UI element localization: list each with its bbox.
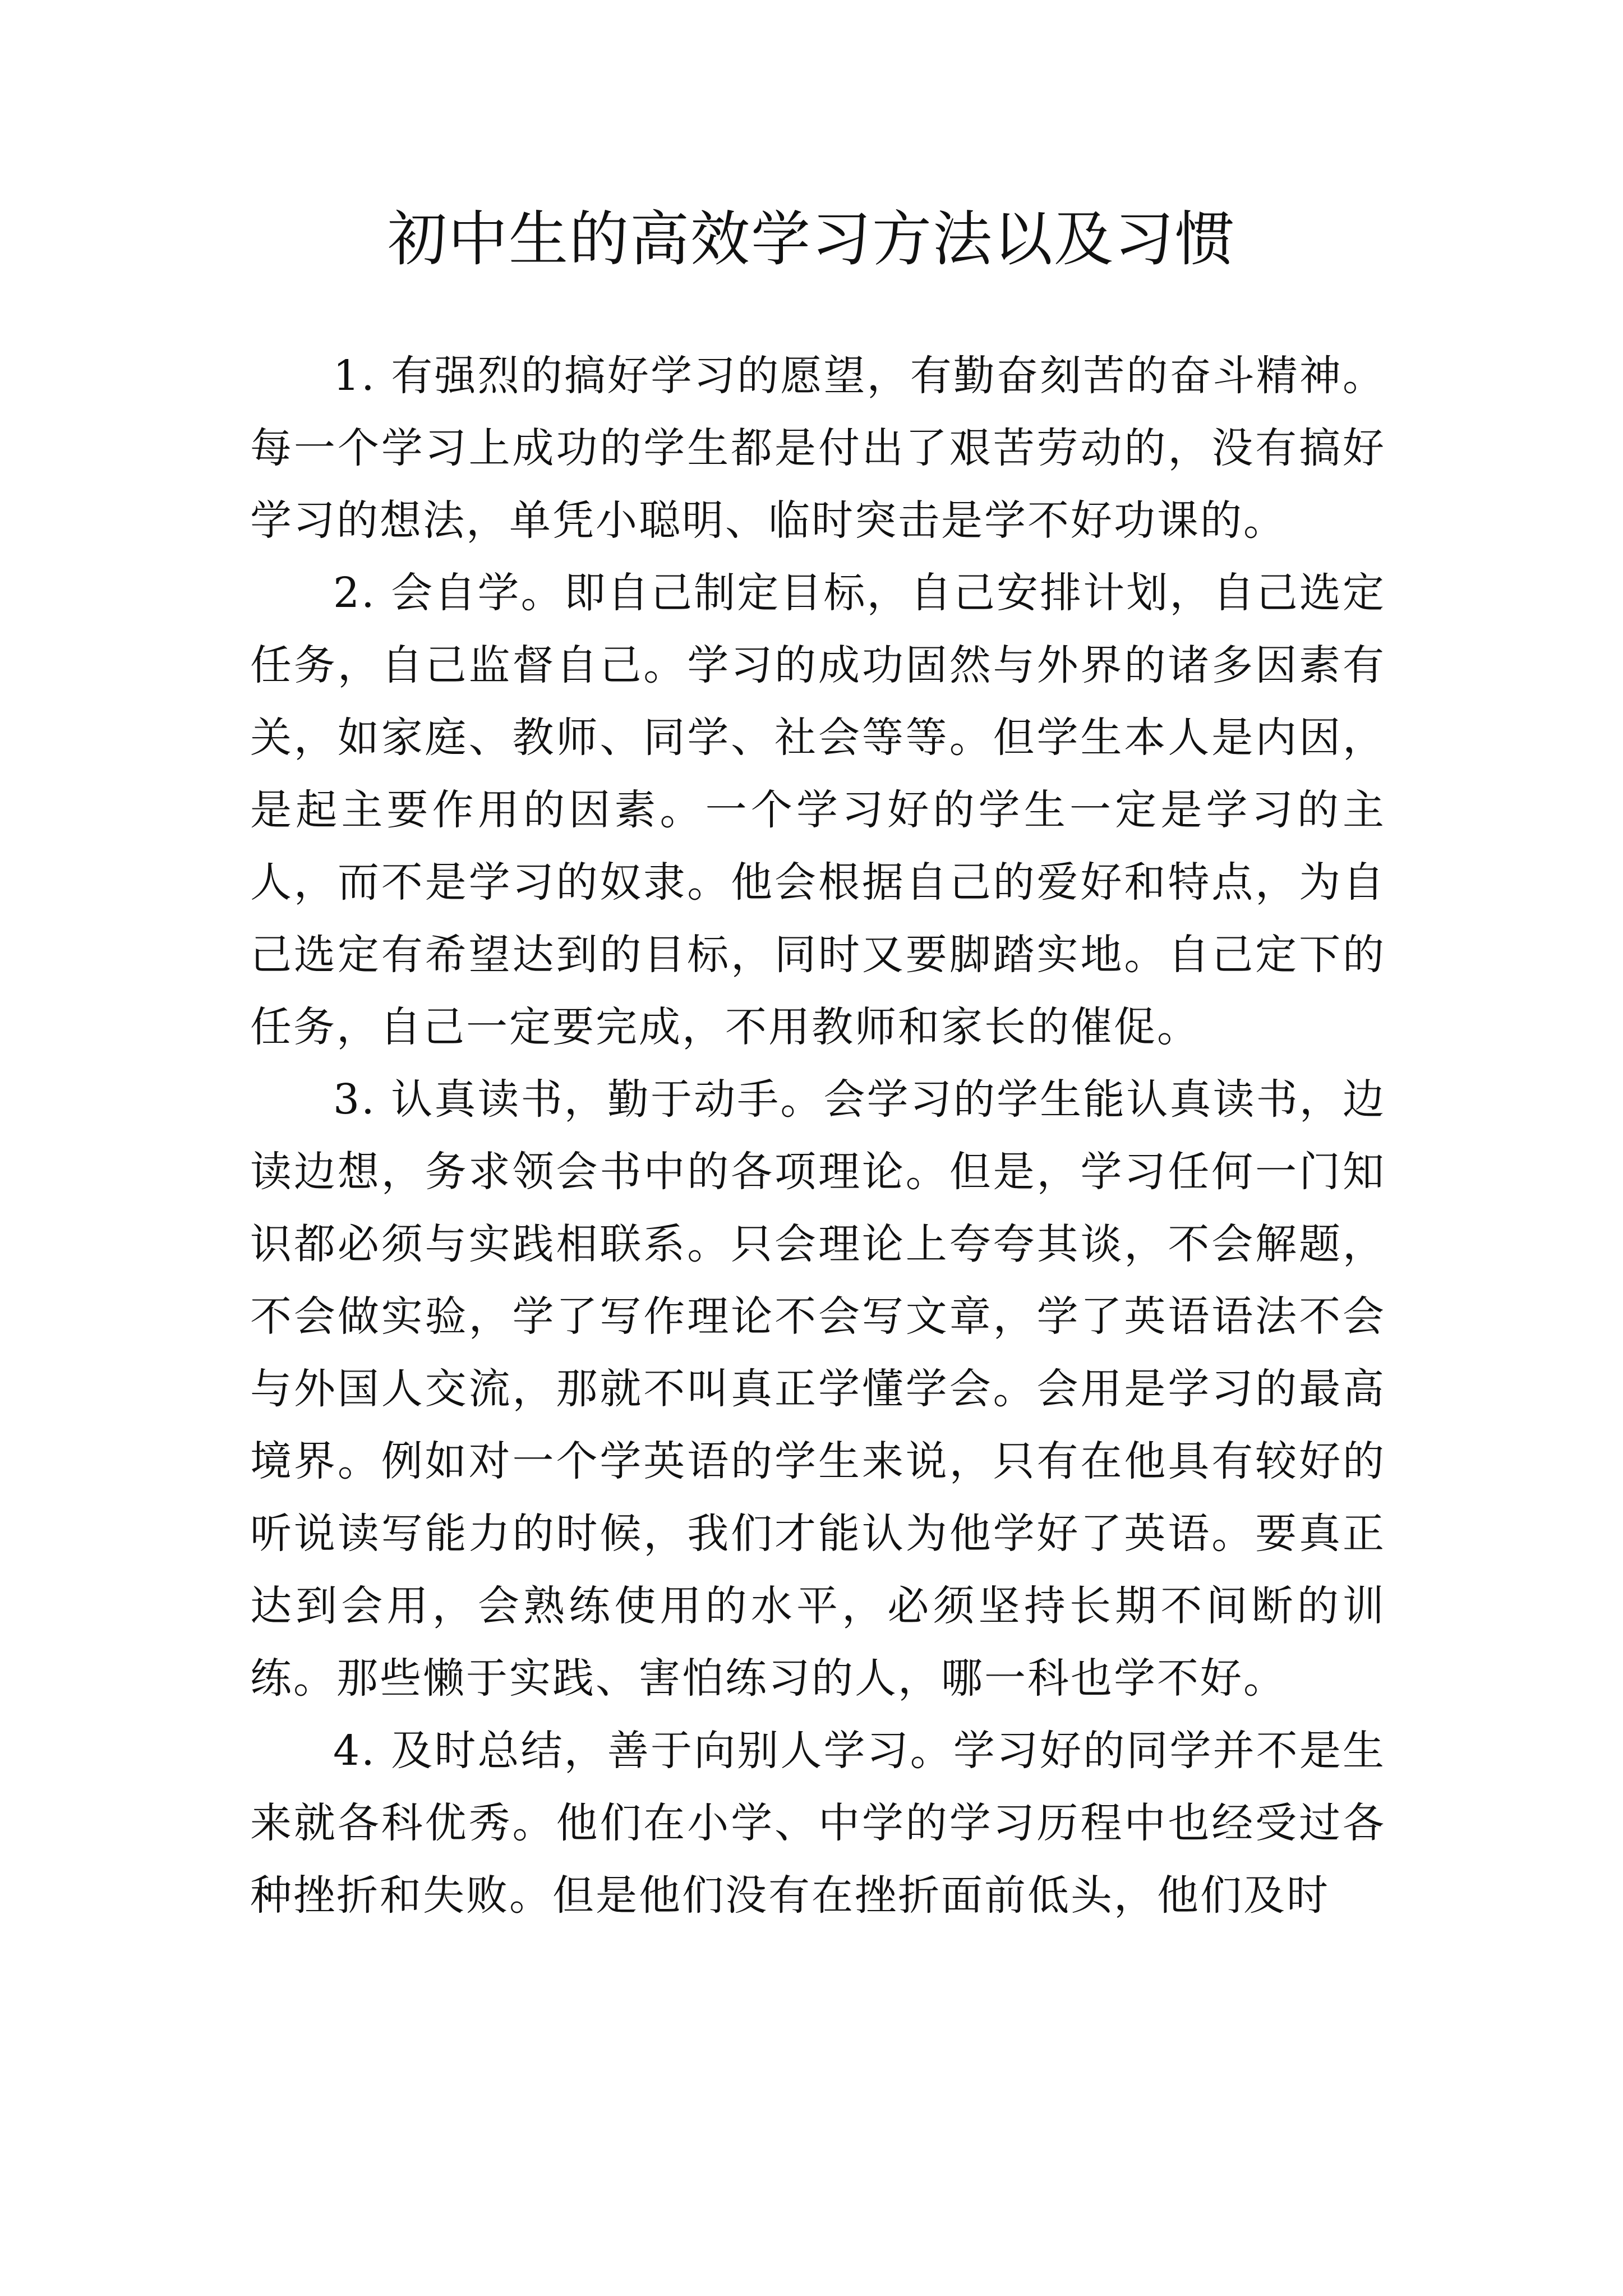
paragraph-4: 4. 及时总结，善于向别人学习。学习好的同学并不是生来就各科优秀。他们在小学、中学的学习历程中也经受过各种挫折和失败。但是他们没有在挫折面前低头，他们及时	[250, 1727, 1386, 1920]
document-body	[250, 340, 1386, 1932]
paragraph-2: 2. 会自学。即自己制定目标，自己安排计划，自己选定任务，自己监督自己。学习的成功固然与外界的诸多因素有关，如家庭、教师、同学、社会等等。但学生本人是内因，是起主要作用的因素。一个学习好的学生一定是学习的主人，而不是学习的奴隶。他会根据自己的爱好和特点，为自己选定有希望达到的目标，同时又要脚踏实地。自己定下的任务，自己一定要完成，不用教师和家长的催促。	[250, 569, 1386, 1051]
document-title: 初中生的高效学习方法以及习惯	[388, 205, 1235, 274]
paragraph-3: 3. 认真读书，勤于动手。会学习的学生能认真读书，边读边想，务求领会书中的各项理论。但是，学习任何一门知识都必须与实践相联系。只会理论上夸夸其谈，不会解题，不会做实验，学了写作理论不会写文章，学了英语语法不会与外国人交流，那就不叫真正学懂学会。会用是学习的最高境界。例如对一个学英语的学生来说，只有在他具有较好的听说读写能力的时候，我们才能认为他学好了英语。要真正达到会用，会熟练使用的水平，必须坚持长期不间断的训练。那些懒于实践、害怕练习的人，哪一科也学不好。	[250, 1075, 1386, 1703]
paragraph-1: 1. 有强烈的搞好学习的愿望，有勤奋刻苦的奋斗精神。每一个学习上成功的学生都是付出了艰苦劳动的，没有搞好学习的想法，单凭小聪明、临时突击是学不好功课的。	[250, 352, 1386, 545]
